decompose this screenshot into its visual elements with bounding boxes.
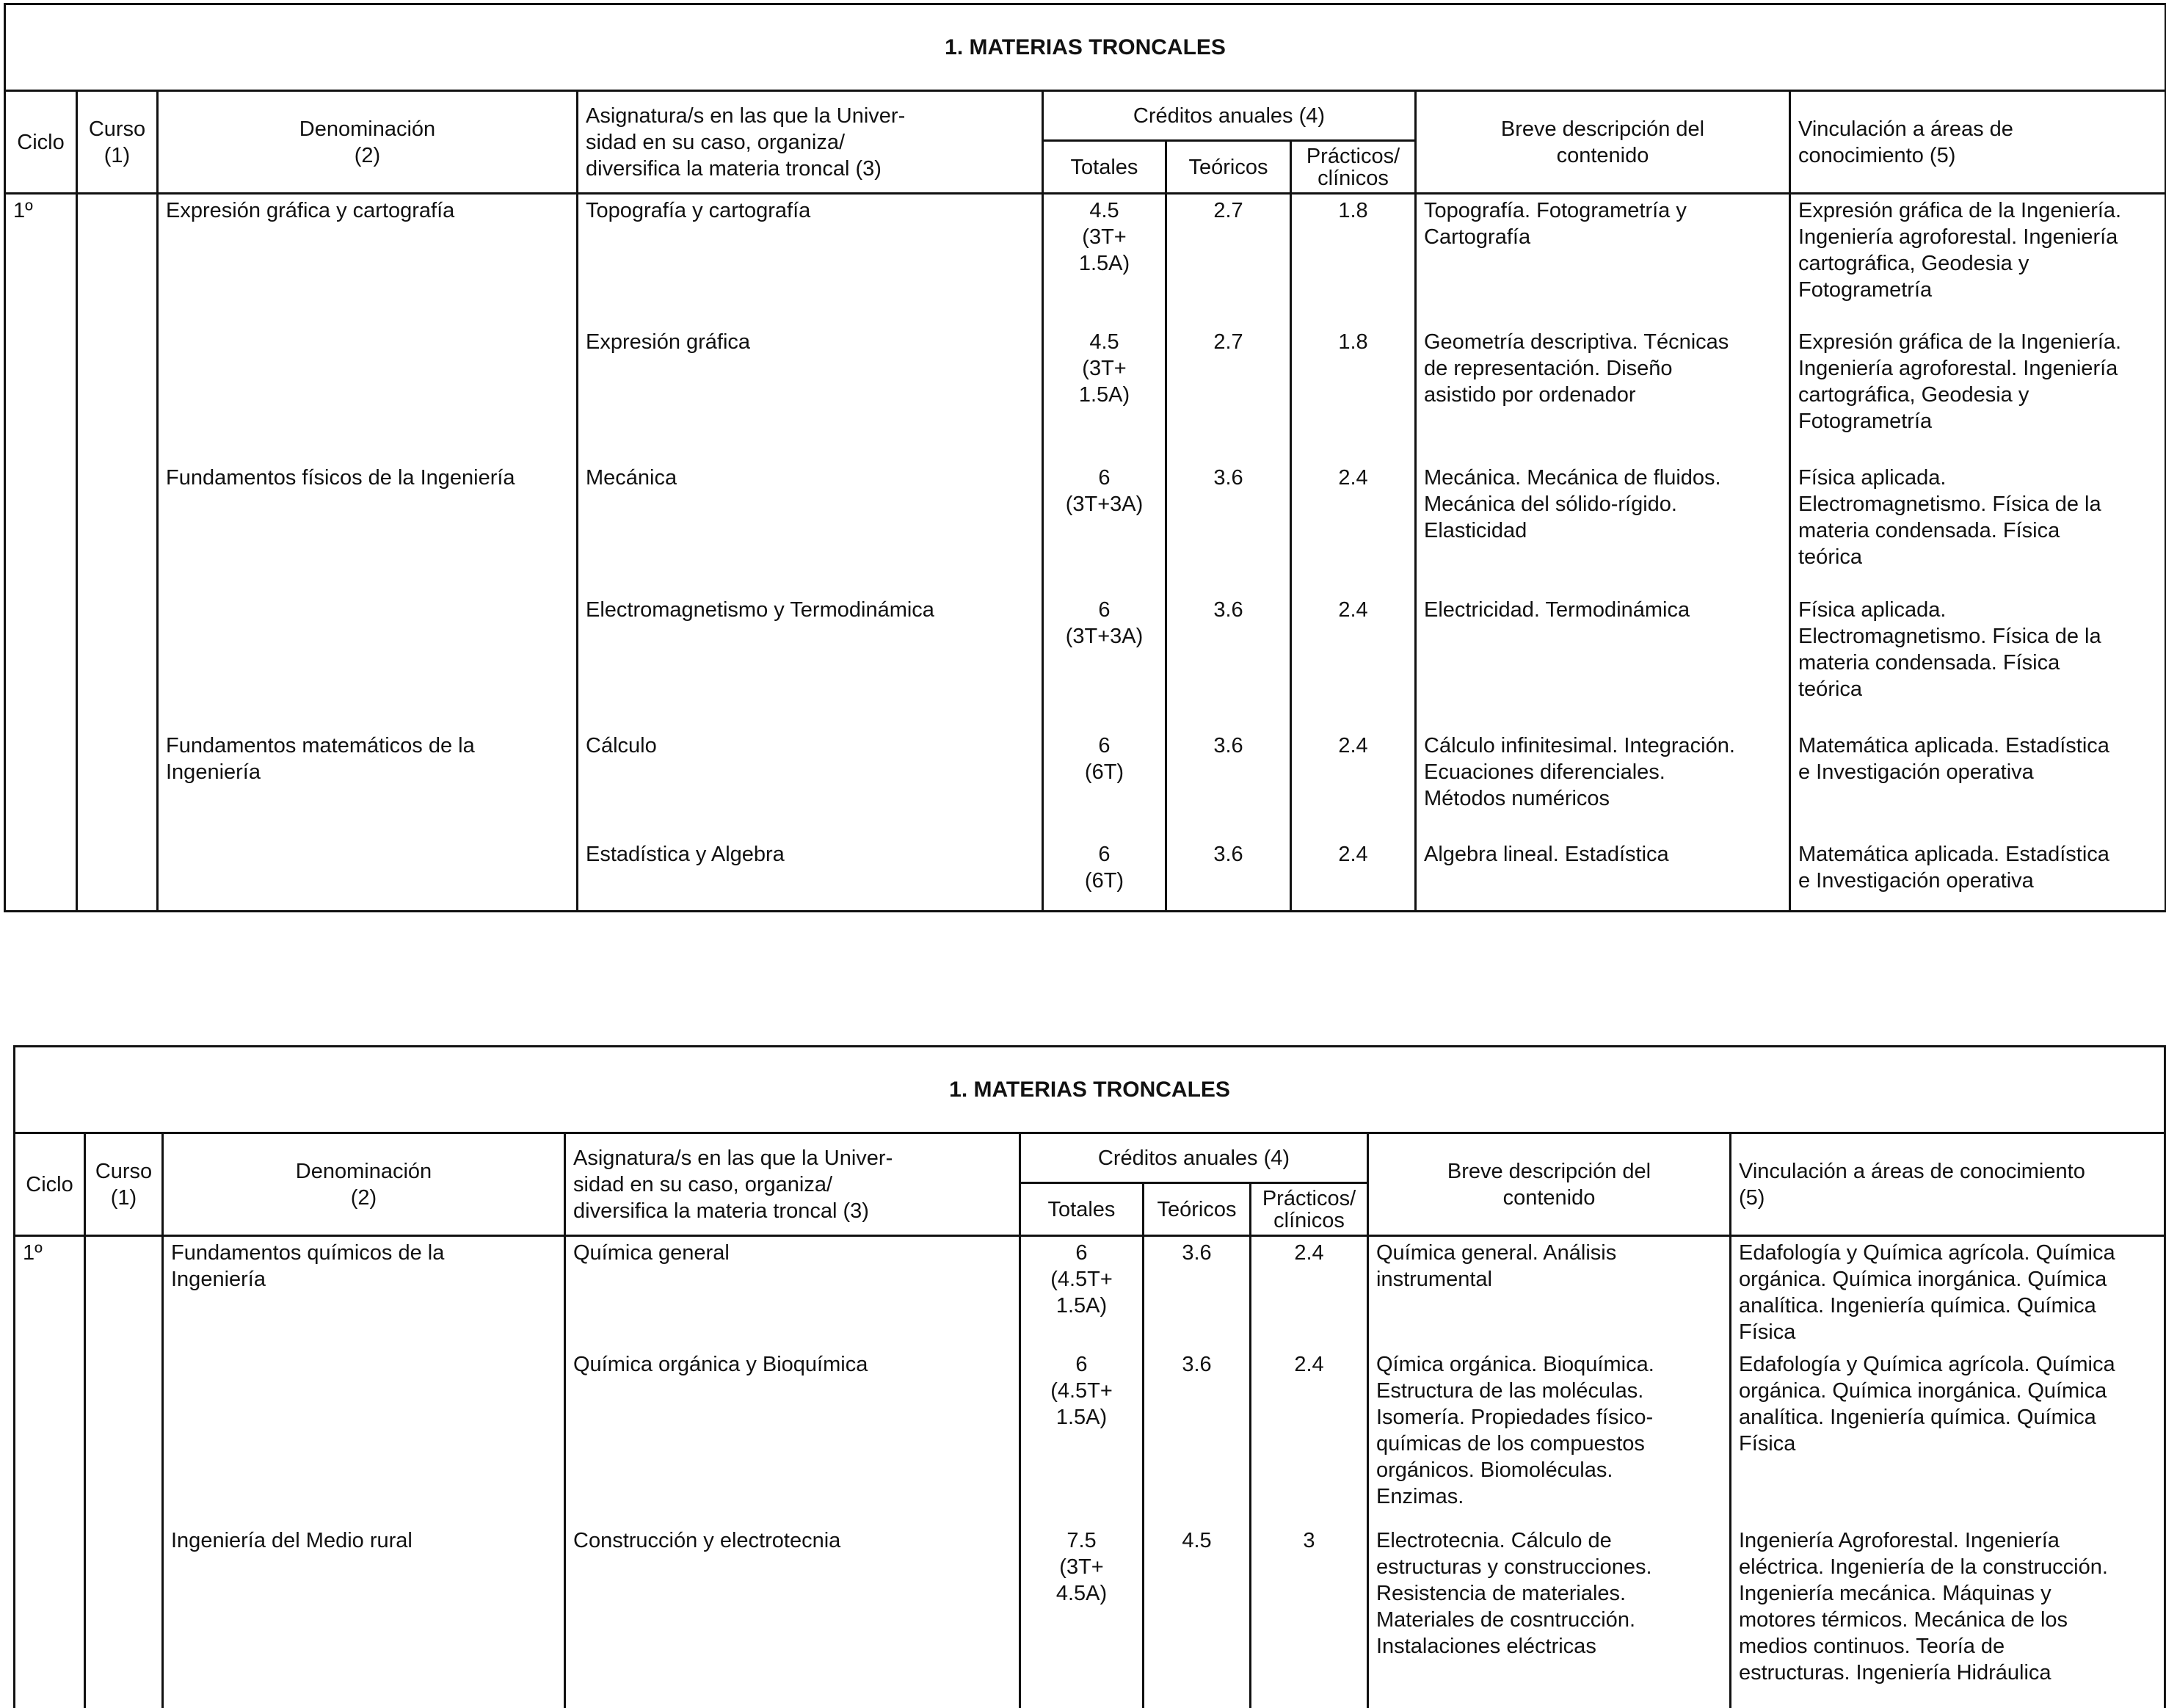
cell-descripcion: Topografía. Fotogrametría y Cartografía	[1416, 194, 1790, 326]
header-teoricos: Teóricos	[1144, 1183, 1251, 1236]
cell-ciclo	[5, 326, 77, 462]
cell-asignatura: Cálculo	[578, 730, 1043, 838]
header-descripcion: Breve descripción del contenido	[1368, 1133, 1731, 1236]
cell-descripcion: Mecánica. Mecánica de fluidos. Mecánica del sólido-rígido. Elasticidad	[1416, 462, 1790, 594]
cell-totales: 6 (3T+3A)	[1043, 594, 1166, 730]
cell-teoricos: 3.6	[1166, 462, 1291, 594]
cell-ciclo	[5, 594, 77, 730]
cell-denominacion	[158, 838, 578, 912]
cell-practicos: 3	[1251, 1525, 1368, 1708]
header-curso: Curso (1)	[77, 91, 158, 194]
cell-teoricos: 3.6	[1166, 838, 1291, 912]
header-ciclo: Ciclo	[15, 1133, 85, 1236]
cell-descripcion: Cálculo infinitesimal. Integración. Ecuaciones diferenciales. Métodos numéricos	[1416, 730, 1790, 838]
table-title: 1. MATERIAS TRONCALES	[15, 1047, 2165, 1133]
cell-denominacion: Ingeniería del Medio rural	[163, 1525, 565, 1708]
cell-totales: 6 (4.5T+ 1.5A)	[1020, 1348, 1144, 1525]
header-practicos: Prácticos/ clínicos	[1291, 141, 1416, 194]
header-totales: Totales	[1020, 1183, 1144, 1236]
cell-vinculacion: Física aplicada. Electromagnetismo. Física de la materia condensada. Física teórica	[1790, 594, 2166, 730]
header-denominacion: Denominación (2)	[158, 91, 578, 194]
table-title: 1. MATERIAS TRONCALES	[5, 4, 2166, 91]
header-creditos: Créditos anuales (4)	[1020, 1133, 1368, 1183]
cell-teoricos: 3.6	[1166, 730, 1291, 838]
cell-denominacion: Fundamentos físicos de la Ingeniería	[158, 462, 578, 594]
cell-vinculacion: Matemática aplicada. Estadística e Investigación operativa	[1790, 838, 2166, 912]
cell-totales: 6 (6T)	[1043, 838, 1166, 912]
cell-vinculacion: Matemática aplicada. Estadística e Investigación operativa	[1790, 730, 2166, 838]
cell-descripcion: Electrotecnia. Cálculo de estructuras y construcciones. Resistencia de materiales. Materiales de cosntrucción. Instalaciones eléctricas	[1368, 1525, 1731, 1708]
table-row	[5, 194, 2166, 326]
troncales-table-2	[13, 1045, 2166, 1708]
cell-vinculacion: Edafología y Química agrícola. Química orgánica. Química inorgánica. Química analítica. Ingeniería química. Química Física	[1731, 1236, 2165, 1349]
cell-practicos: 2.4	[1251, 1236, 1368, 1349]
cell-descripcion: Geometría descriptiva. Técnicas de representación. Diseño asistido por ordenador	[1416, 326, 1790, 462]
cell-teoricos: 3.6	[1144, 1236, 1251, 1349]
cell-denominacion	[158, 594, 578, 730]
header-creditos: Créditos anuales (4)	[1043, 91, 1416, 141]
table-row	[5, 594, 2166, 730]
cell-descripcion: Qímica orgánica. Bioquímica. Estructura de las moléculas. Isomería. Propiedades físico- químicas de los compuestos orgánicos. Biomoléculas. Enzimas.	[1368, 1348, 1731, 1525]
cell-teoricos: 3.6	[1166, 594, 1291, 730]
header-curso: Curso (1)	[85, 1133, 163, 1236]
cell-denominacion	[158, 326, 578, 462]
cell-practicos: 2.4	[1251, 1348, 1368, 1525]
cell-totales: 6 (3T+3A)	[1043, 462, 1166, 594]
cell-vinculacion: Ingeniería Agroforestal. Ingeniería eléctrica. Ingeniería de la construcción. Ingeniería mecánica. Máquinas y motores térmicos. Mecánica de los medios continuos. Teoría de estructuras. Ingeniería Hidráulica	[1731, 1525, 2165, 1708]
cell-asignatura: Expresión gráfica	[578, 326, 1043, 462]
table-row	[15, 1236, 2165, 1349]
cell-curso	[77, 194, 158, 326]
cell-vinculacion: Expresión gráfica de la Ingeniería. Ingeniería agroforestal. Ingeniería cartográfica, Geodesia y Fotogrametría	[1790, 194, 2166, 326]
header-asignatura: Asignatura/s en las que la Univer- sidad en su caso, organiza/ diversifica la materia troncal (3)	[565, 1133, 1020, 1236]
cell-asignatura: Estadística y Algebra	[578, 838, 1043, 912]
cell-teoricos: 3.6	[1144, 1348, 1251, 1525]
header-denominacion: Denominación (2)	[163, 1133, 565, 1236]
cell-asignatura: Química general	[565, 1236, 1020, 1349]
header-practicos: Prácticos/ clínicos	[1251, 1183, 1368, 1236]
header-descripcion: Breve descripción del contenido	[1416, 91, 1790, 194]
cell-ciclo	[15, 1525, 85, 1708]
table-row	[15, 1348, 2165, 1525]
cell-totales: 4.5 (3T+ 1.5A)	[1043, 326, 1166, 462]
cell-ciclo	[15, 1348, 85, 1525]
cell-asignatura: Química orgánica y Bioquímica	[565, 1348, 1020, 1525]
cell-vinculacion: Física aplicada. Electromagnetismo. Física de la materia condensada. Física teórica	[1790, 462, 2166, 594]
cell-curso	[77, 838, 158, 912]
header-teoricos: Teóricos	[1166, 141, 1291, 194]
header-totales: Totales	[1043, 141, 1166, 194]
cell-ciclo	[5, 730, 77, 838]
cell-practicos: 2.4	[1291, 730, 1416, 838]
cell-asignatura: Mecánica	[578, 462, 1043, 594]
table-row	[5, 326, 2166, 462]
cell-vinculacion: Edafología y Química agrícola. Química orgánica. Química inorgánica. Química analítica. Ingeniería química. Química Física	[1731, 1348, 2165, 1525]
cell-asignatura: Electromagnetismo y Termodinámica	[578, 594, 1043, 730]
cell-curso	[77, 462, 158, 594]
cell-practicos: 1.8	[1291, 326, 1416, 462]
header-vinculacion: Vinculación a áreas de conocimiento (5)	[1731, 1133, 2165, 1236]
cell-teoricos: 2.7	[1166, 326, 1291, 462]
cell-teoricos: 2.7	[1166, 194, 1291, 326]
cell-denominacion	[163, 1348, 565, 1525]
cell-ciclo: 1º	[5, 194, 77, 326]
cell-practicos: 2.4	[1291, 594, 1416, 730]
cell-totales: 6 (4.5T+ 1.5A)	[1020, 1236, 1144, 1349]
cell-teoricos: 4.5	[1144, 1525, 1251, 1708]
cell-descripcion: Química general. Análisis instrumental	[1368, 1236, 1731, 1349]
cell-curso	[85, 1525, 163, 1708]
cell-practicos: 2.4	[1291, 838, 1416, 912]
table-row	[5, 730, 2166, 838]
table-row	[5, 838, 2166, 912]
cell-practicos: 2.4	[1291, 462, 1416, 594]
cell-vinculacion: Expresión gráfica de la Ingeniería. Ingeniería agroforestal. Ingeniería cartográfica, Geodesia y Fotogrametría	[1790, 326, 2166, 462]
cell-curso	[85, 1236, 163, 1349]
header-asignatura: Asignatura/s en las que la Univer- sidad en su caso, organiza/ diversifica la materia troncal (3)	[578, 91, 1043, 194]
cell-totales: 4.5 (3T+ 1.5A)	[1043, 194, 1166, 326]
cell-totales: 6 (6T)	[1043, 730, 1166, 838]
cell-asignatura: Topografía y cartografía	[578, 194, 1043, 326]
header-vinculacion: Vinculación a áreas de conocimiento (5)	[1790, 91, 2166, 194]
cell-curso	[85, 1348, 163, 1525]
troncales-table-1	[4, 3, 2166, 912]
cell-ciclo: 1º	[15, 1236, 85, 1349]
cell-denominacion: Expresión gráfica y cartografía	[158, 194, 578, 326]
cell-curso	[77, 326, 158, 462]
cell-curso	[77, 594, 158, 730]
cell-ciclo	[5, 838, 77, 912]
cell-denominacion: Fundamentos matemáticos de la Ingeniería	[158, 730, 578, 838]
cell-curso	[77, 730, 158, 838]
cell-totales: 7.5 (3T+ 4.5A)	[1020, 1525, 1144, 1708]
cell-asignatura: Construcción y electrotecnia	[565, 1525, 1020, 1708]
cell-descripcion: Electricidad. Termodinámica	[1416, 594, 1790, 730]
cell-descripcion: Algebra lineal. Estadística	[1416, 838, 1790, 912]
table-row	[5, 462, 2166, 594]
cell-ciclo	[5, 462, 77, 594]
cell-denominacion: Fundamentos químicos de la Ingeniería	[163, 1236, 565, 1349]
cell-practicos: 1.8	[1291, 194, 1416, 326]
table-row	[15, 1525, 2165, 1708]
header-ciclo: Ciclo	[5, 91, 77, 194]
